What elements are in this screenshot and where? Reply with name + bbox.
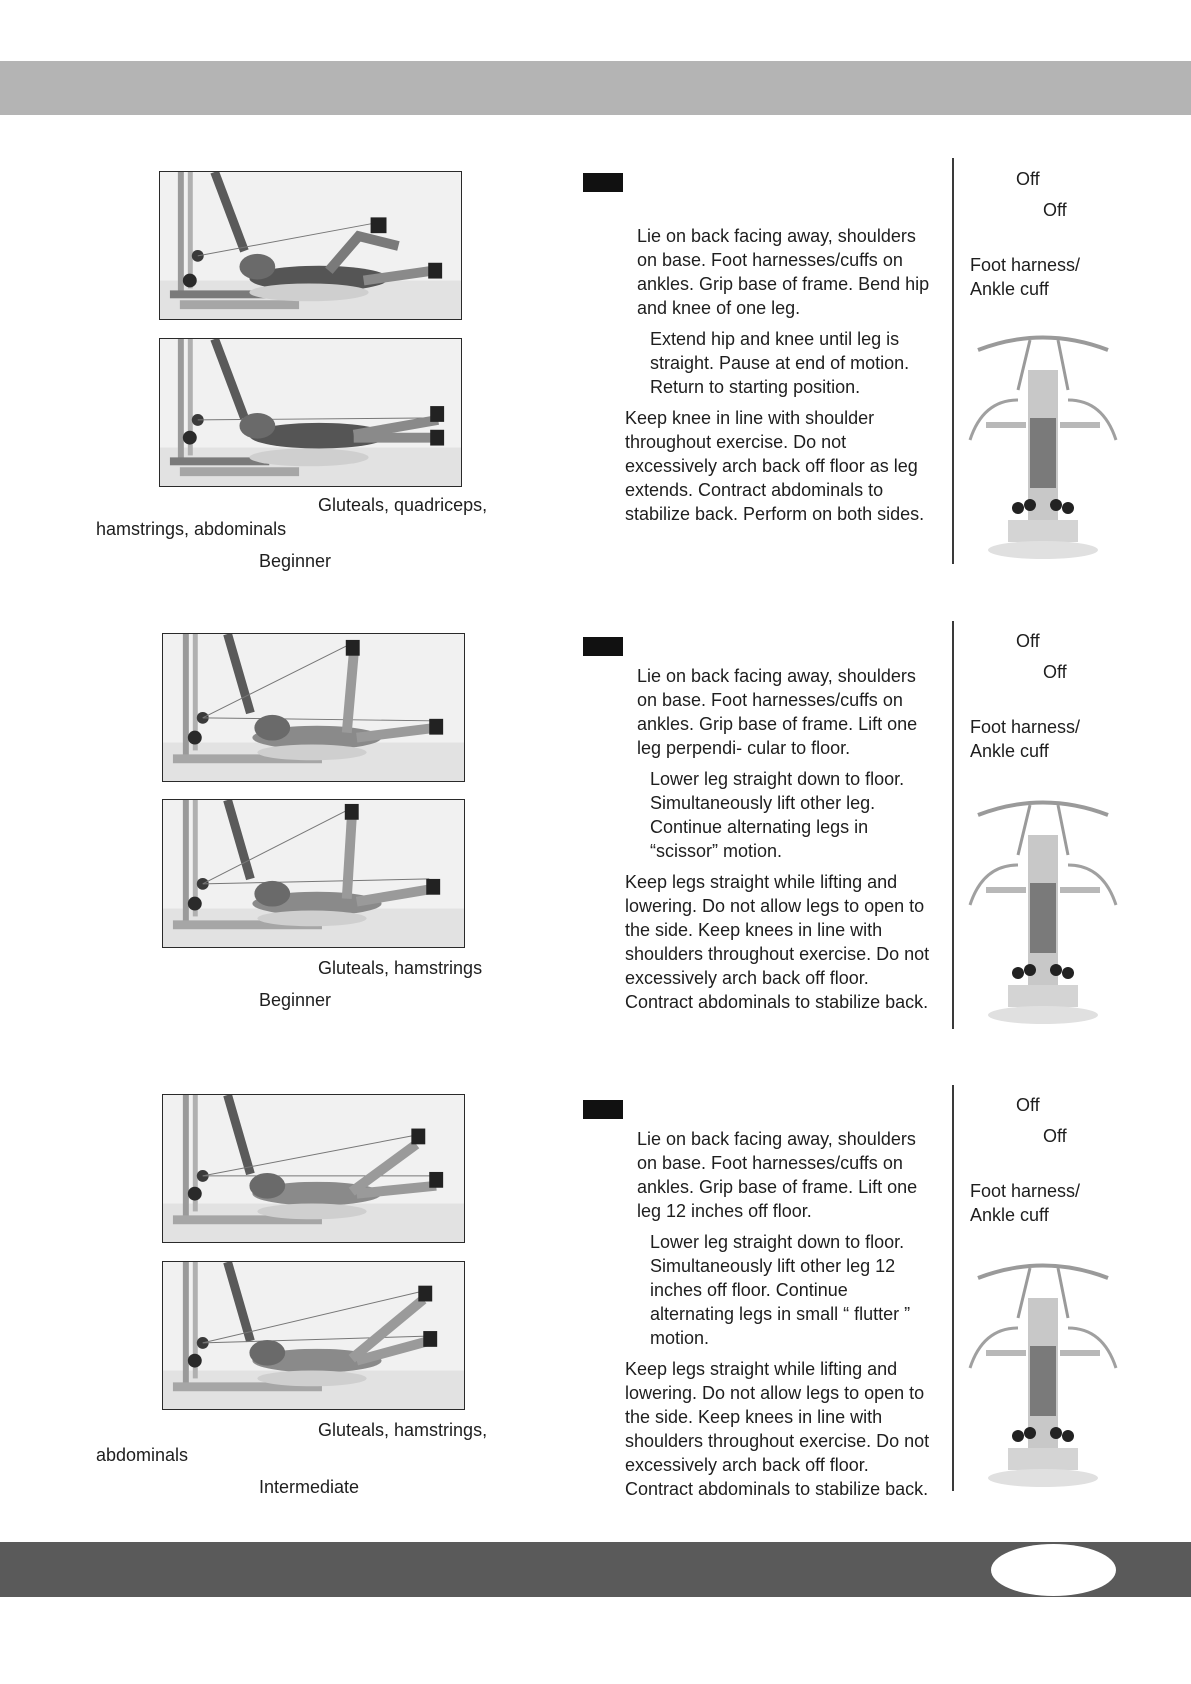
exercise-2-start: Lie on back facing away, shoulders on base. Foot harnesses/cuffs on ankles. Grip base of frame. Lift one leg perpendi- cular to floor. <box>637 666 918 758</box>
exercise-3-level: Intermediate <box>259 1477 360 1497</box>
exercise-1-machine-diagram <box>968 330 1118 562</box>
exercise-2-muscles: Gluteals, hamstrings <box>318 958 483 978</box>
exercise-3-tab <box>583 1100 623 1119</box>
exercise-2-tab <box>583 637 623 656</box>
exercise-3-start-photo <box>162 1094 465 1243</box>
exercise-2-machine-diagram <box>968 795 1118 1027</box>
exercise-3-machine-diagram <box>968 1258 1118 1490</box>
exercise-2-setting-1: Off <box>1016 631 1040 651</box>
exercise-2-attachment-line2: Ankle cuff <box>970 741 1049 761</box>
exercise-2-divider <box>952 621 954 1029</box>
exercise-1-start: Lie on back facing away, shoulders on base. Foot harnesses/cuffs on ankles. Grip base of frame. Bend hip and knee of one leg. <box>637 226 930 318</box>
exercise-1-muscles-cont: hamstrings, abdominals <box>96 519 287 539</box>
exercise-2-level: Beginner <box>259 990 332 1010</box>
exercise-3-setting-2: Off <box>1043 1126 1067 1146</box>
exercise-2-attachment <box>970 715 1080 763</box>
exercise-2-setting-2: Off <box>1043 662 1067 682</box>
exercise-3-tips: Keep legs straight while lifting and lowering. Do not allow legs to open to the side. Keep knees in line with shoulders throughout exercise. Do not excessively arch back off floor. Contract abdominals to stabilize back. <box>625 1359 930 1499</box>
exercise-1-action: Extend hip and knee until leg is straight. Pause at end of motion. Return to starting position. <box>650 329 910 397</box>
exercise-1-muscles: Gluteals, quadriceps, <box>318 495 488 515</box>
exercise-3-start: Lie on back facing away, shoulders on base. Foot harnesses/cuffs on ankles. Grip base of frame. Lift one leg 12 inches off floor. <box>637 1129 918 1221</box>
page-number-oval <box>991 1544 1116 1596</box>
exercise-1-attachment-line1: Foot harness/ <box>970 255 1081 275</box>
exercise-1-attachment <box>970 253 1080 301</box>
exercise-2-end-photo <box>162 799 465 948</box>
exercise-1-start-photo <box>159 171 462 320</box>
exercise-3-divider <box>952 1085 954 1491</box>
exercise-2-instructions <box>583 664 933 1021</box>
exercise-1-setting-2: Off <box>1043 200 1067 220</box>
exercise-2-attachment-line1: Foot harness/ <box>970 717 1081 737</box>
exercise-1-instructions <box>583 224 933 533</box>
exercise-3-setting-1: Off <box>1016 1095 1040 1115</box>
exercise-3-attachment-line1: Foot harness/ <box>970 1181 1081 1201</box>
exercise-1-level: Beginner <box>259 551 332 571</box>
exercise-1-tab <box>583 173 623 192</box>
exercise-2-tips: Keep legs straight while lifting and lowering. Do not allow legs to open to the side. Keep knees in line with shoulders throughout exercise. Do not excessively arch back off floor. Contract abdominals to stabilize back. <box>625 872 930 1012</box>
exercise-1-attachment-line2: Ankle cuff <box>970 279 1049 299</box>
exercise-1-end-photo <box>159 338 462 487</box>
exercise-3-muscles-cont: abdominals <box>96 1445 189 1465</box>
exercise-1-divider <box>952 158 954 564</box>
exercise-1-tips: Keep knee in line with shoulder throughout exercise. Do not excessively arch back off floor as leg extends. Contract abdominals to stabilize back. Perform on both sides. <box>625 408 925 524</box>
exercise-3-muscles: Gluteals, hamstrings, <box>318 1420 488 1440</box>
exercise-2-action: Lower leg straight down to floor. Simultaneously lift other leg. Continue alternating legs in “scissor” motion. <box>650 769 905 861</box>
header-band <box>0 61 1191 115</box>
exercise-3-attachment <box>970 1179 1080 1227</box>
exercise-2-start-photo <box>162 633 465 782</box>
exercise-1-setting-1: Off <box>1016 169 1040 189</box>
exercise-3-attachment-line2: Ankle cuff <box>970 1205 1049 1225</box>
exercise-3-action: Lower leg straight down to floor. Simultaneously lift other leg 12 inches off floor. Continue alternating legs in small “ flutter ” motion. <box>650 1232 911 1348</box>
exercise-3-end-photo <box>162 1261 465 1410</box>
exercise-3-instructions <box>583 1127 933 1508</box>
